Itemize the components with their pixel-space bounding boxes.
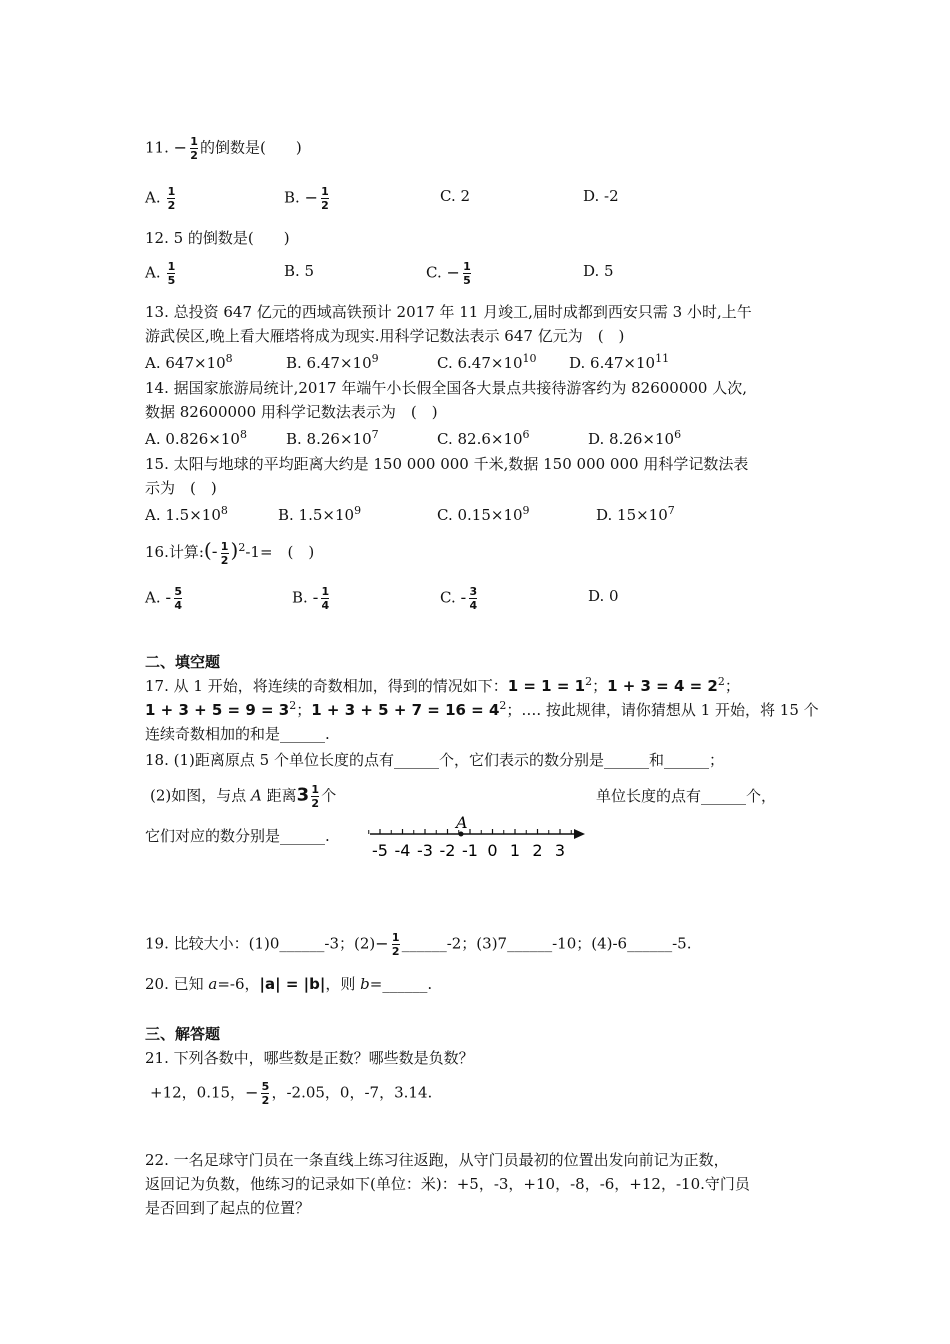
q16-option-b[interactable]: B. - $\frac{1}{4}$ (292, 585, 330, 612)
tick-label: -4 (394, 841, 411, 860)
q12-option-b[interactable]: B. 5 (284, 262, 315, 280)
tick-label: 0 (487, 841, 498, 860)
q16-option-c[interactable]: C. - $\frac{3}{4}$ (440, 585, 478, 612)
q11-stem (145, 136, 302, 161)
tick-label: -1 (462, 841, 478, 860)
q12-option-a[interactable]: A. $\frac{1}{5}$ (145, 260, 176, 287)
q14-line2: 数据 82600000 用科学记数法表示为 ( ) (145, 403, 438, 421)
q13-option-c[interactable]: C. $6.47\times 10^{10}$ (437, 352, 537, 372)
q16-option-d[interactable]: D. 0 (588, 587, 619, 605)
fraction-one-half: $\frac{1}{2}$ (220, 539, 229, 567)
tick-label: 3 (554, 841, 566, 860)
tick-label: 2 (532, 841, 543, 860)
fraction-one-fifth: $\frac{1}{5}$ (463, 260, 471, 287)
q11-option-d[interactable]: D. -2 (583, 187, 619, 205)
fraction-one-fourth: $\frac{1}{4}$ (321, 585, 330, 612)
fraction-five-fourths: $\frac{5}{4}$ (174, 585, 182, 612)
q15-option-c[interactable]: C. $0.15\times 10^9$ (437, 504, 530, 524)
q17-line1: 17. 从 1 开始，将连续的奇数相加，得到的情况如下：$1 = 1 = 1^2$；$1 + 3 = 4 = 2^2$； (145, 675, 740, 695)
q13-line1: 13. 总投资 647 亿元的西域高铁预计 2017 年 11 月竣工,届时成都到西安只需 3 小时,上午 (145, 303, 752, 321)
point-a-label: A (456, 813, 468, 832)
q13-option-d[interactable]: D. $6.47\times 10^{11}$ (569, 352, 670, 372)
q13-line2: 游武侯区,晚上看大雁塔将成为现实.用科学记数法表示 647 亿元为 ( ) (145, 327, 625, 345)
q21-line1: 21. 下列各数中，哪些数是正数？哪些数是负数？ (145, 1049, 474, 1067)
q16-stem: 16.计算:(- $\frac{1}{2}$ )$^2$-1= ( ) (145, 538, 315, 567)
q18-line2: (2)如图，与点 A 距离3 $\frac{1}{2}$ 个 (150, 783, 337, 810)
fraction-three-fourths: $\frac{3}{4}$ (469, 585, 478, 612)
q15-option-d[interactable]: D. $15\times 10^7$ (596, 504, 675, 524)
fraction-one-fifth: $\frac{1}{5}$ (167, 260, 176, 287)
fraction-one-half: $\frac{1}{2}$ (321, 185, 329, 212)
q15-line1: 15. 太阳与地球的平均距离大约是 150 000 000 千米,数据 150 000 000 用科学记数法表 (145, 455, 749, 473)
section-fill-in-title: 二、填空题 (145, 653, 221, 671)
q11-option-b[interactable]: B. − $\frac{1}{2}$ (284, 185, 329, 212)
q15-option-a[interactable]: A. $1.5\times 10^8$ (145, 504, 228, 524)
tick-label: -2 (439, 841, 456, 860)
fraction-one-half: $\frac{1}{2}$ (167, 185, 176, 212)
q11-option-c[interactable]: C. 2 (440, 187, 471, 205)
tick-label: 1 (509, 841, 521, 860)
q18-line1: 18. (1)距离原点 5 个单位长度的点有______个，它们表示的数分别是______和______； (145, 751, 724, 769)
q14-option-a[interactable]: A. $0.826\times 10^8$ (145, 428, 247, 448)
q14-option-b[interactable]: B. $8.26\times 10^7$ (286, 428, 379, 448)
q11-number: 11. (145, 138, 169, 157)
q15-line2: 示为 ( ) (145, 479, 217, 497)
q22-line1: 22. 一名足球守门员在一条直线上练习往返跑，从守门员最初的位置出发向前记为正数， (145, 1151, 729, 1169)
q15-option-b[interactable]: B. $1.5\times 10^9$ (278, 504, 362, 524)
q12-option-c[interactable]: C. − $\frac{1}{5}$ (426, 260, 471, 287)
q22-line2: 返回记为负数，他练习的记录如下(单位：米)：+5，-3，+10，-8，-6，+12，-10.守门员 (145, 1175, 750, 1193)
fraction-one-half: $\frac{1}{2}$ (190, 135, 198, 162)
q12-option-d[interactable]: D. 5 (583, 262, 614, 280)
q20-line: 20. 已知 a=-6，|a| = |b|，则 b=______. (145, 975, 433, 993)
q17-line2: $1 + 3 + 5 = 9 = 3^2$；$1 + 3 + 5 + 7 = 16 = 4^2$；…. 按此规律，请你猜想从 1 开始，将 15 个 (145, 699, 819, 719)
q22-line3: 是否回到了起点的位置？ (145, 1199, 311, 1217)
q13-option-b[interactable]: B. $6.47\times 10^9$ (286, 352, 379, 372)
arrow-head-icon (574, 829, 585, 839)
q16-option-a[interactable]: A. - $\frac{5}{4}$ (145, 585, 182, 612)
section-answer-title: 三、解答题 (145, 1025, 221, 1043)
q17-line3: 连续奇数相加的和是______. (145, 725, 330, 743)
q12-stem: 12. 5 的倒数是( ) (145, 229, 290, 247)
q14-option-d[interactable]: D. $8.26\times 10^6$ (588, 428, 682, 448)
fraction-five-halves: $\frac{5}{2}$ (261, 1080, 270, 1107)
q18-line3: 它们对应的数分别是______. (145, 827, 330, 845)
q21-line2: +12，0.15，− $\frac{5}{2}$ ，-2.05，0，-7，3.14. (150, 1080, 433, 1107)
tick-label: -3 (417, 841, 433, 860)
minus-sign: − (173, 137, 188, 157)
q14-line1: 14. 据国家旅游局统计,2017 年端午小长假全国各大景点共接待游客约为 82600000 人次, (145, 379, 747, 397)
q19-line: 19. 比较大小：(1)0______-3；(2)− $\frac{1}{2}$ ______-2；(3)7______-10；(4)-6______-5. (145, 931, 692, 958)
q11-text: 的倒数是( ) (200, 138, 302, 157)
point-a-dot (459, 832, 464, 837)
fraction-one-half: $\frac{1}{2}$ (311, 783, 320, 810)
fraction-one-half: $\frac{1}{2}$ (391, 931, 400, 958)
tick-label: -5 (372, 841, 388, 860)
number-line (365, 812, 595, 864)
q18-line2-cont: 单位长度的点有______个， (596, 787, 777, 805)
q11-option-a[interactable]: A. $\frac{1}{2}$ (145, 185, 176, 212)
q14-option-c[interactable]: C. $82.6\times 10^6$ (437, 428, 530, 448)
q13-option-a[interactable]: A. $647\times 10^8$ (145, 352, 233, 372)
